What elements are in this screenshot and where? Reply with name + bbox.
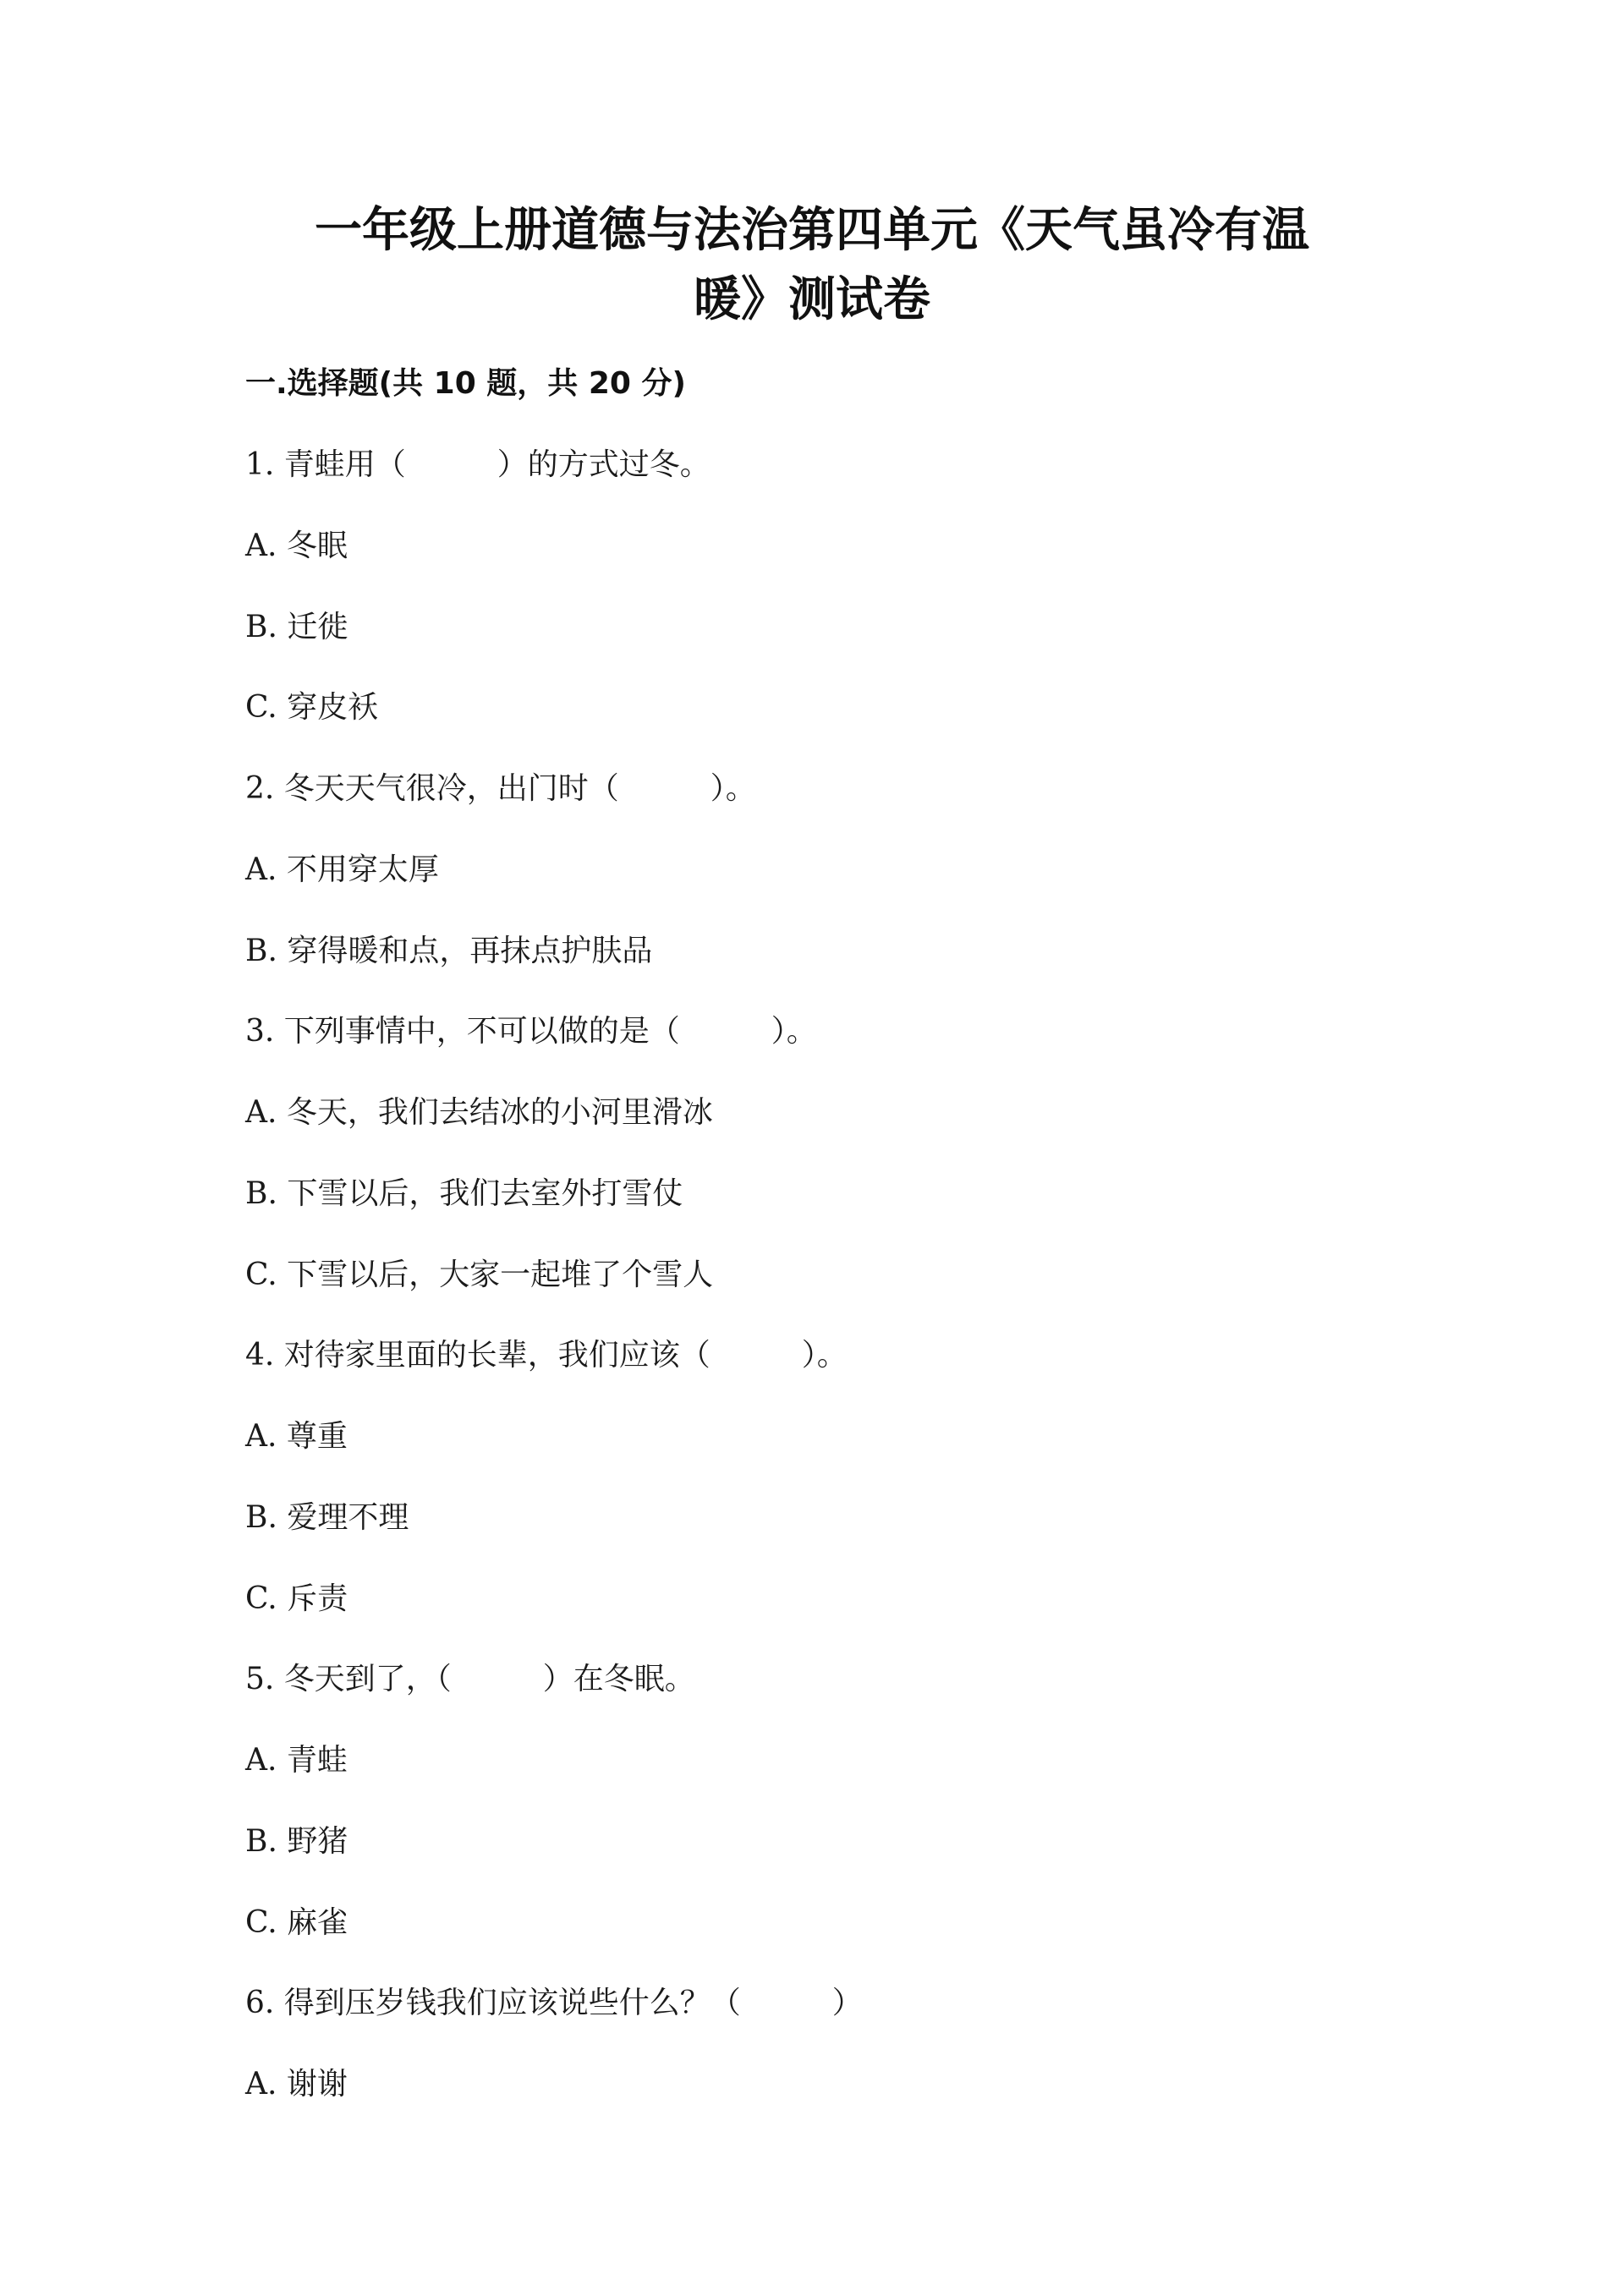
document-title [254, 196, 1370, 335]
question-stem: 3. 下列事情中，不可以做的是（ ）。 [245, 1014, 817, 1049]
answer-option: B. 下雪以后，我们去室外打雪仗 [245, 1176, 683, 1211]
answer-option: A. 青蛙 [245, 1743, 348, 1778]
answer-option: A. 尊重 [245, 1419, 348, 1454]
answer-option: C. 斥责 [245, 1581, 348, 1616]
question-stem: 1. 青蛙用（ ）的方式过冬。 [245, 447, 710, 482]
answer-option: A. 不用穿太厚 [245, 852, 439, 887]
answer-option: A. 谢谢 [245, 2067, 348, 2101]
answer-option: A. 冬眠 [245, 529, 348, 563]
answer-option: B. 爱理不理 [245, 1500, 409, 1535]
question-stem: 6. 得到压岁钱我们应该说些什么？（ ） [245, 1986, 863, 2020]
title-line-2: 暖》测试卷 [694, 272, 930, 327]
question-stem: 5. 冬天到了，（ ）在冬眠。 [245, 1662, 695, 1696]
answer-option: B. 穿得暖和点，再抹点护肤品 [245, 934, 653, 968]
title-line-1: 一年级上册道德与法治第四单元《天气虽冷有温 [315, 203, 1309, 258]
question-stem: 2. 冬天天气很冷，出门时（ ）。 [245, 771, 756, 806]
answer-option: B. 野猪 [245, 1824, 348, 1859]
answer-option: A. 冬天，我们去结冰的小河里滑冰 [245, 1095, 713, 1130]
answer-option: C. 穿皮袄 [245, 690, 379, 725]
answer-option: B. 迁徙 [245, 610, 348, 644]
answer-option: C. 下雪以后，大家一起堆了个雪人 [245, 1258, 714, 1292]
section-heading: 一.选择题(共 10 题，共 20 分) [245, 366, 686, 401]
question-stem: 4. 对待家里面的长辈，我们应该（ ）。 [245, 1338, 848, 1373]
answer-option: C. 麻雀 [245, 1905, 348, 1940]
